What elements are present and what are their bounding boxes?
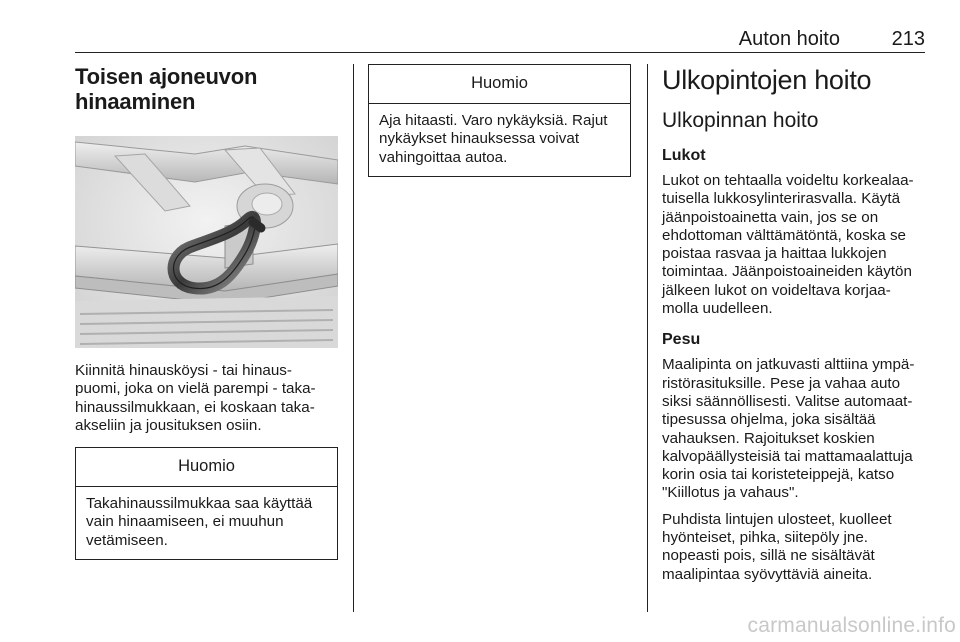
text-line: vetämiseen. — [86, 531, 168, 549]
column-divider-right — [647, 64, 648, 612]
text-line: korin osia tai koristeteippejä, katso — [662, 466, 895, 484]
locks-heading: Lukot — [662, 147, 706, 164]
text-line: akseliin ja jousituksen osiin. — [75, 416, 262, 434]
column-divider-left — [353, 64, 354, 612]
note-box-tow-eye — [75, 447, 338, 560]
text-line: Lukot on tehtaalla voideltu korkealaa- — [662, 172, 914, 189]
text-line: hinaussilmukkaan, ei koskaan taka- — [75, 398, 315, 416]
text-line: vahingoittaa autoa. — [379, 148, 508, 166]
text-line: maalipintaa syövyttäviä aineita. — [662, 565, 873, 583]
note-title: Huomio — [76, 448, 337, 487]
text-line: Aja hitaasti. Varo nykäyksiä. Rajut — [379, 112, 608, 129]
towing-title — [75, 64, 338, 114]
text-line: molla uudelleen. — [662, 300, 773, 318]
text-line: nykäykset hinauksessa voivat — [379, 130, 580, 148]
wash-paragraph-1 — [662, 356, 928, 502]
note-box-drive-slowly — [368, 64, 631, 177]
text-line: tuisella lukkosylinterirasvalla. Käytä — [662, 190, 901, 208]
column-2 — [368, 64, 631, 177]
wash-heading: Pesu — [662, 331, 701, 349]
text-line: vahauksen. Rajoitukset koskien — [662, 429, 875, 447]
text-line: kalvopäällysteisiä tai mattamaalattuja — [662, 447, 913, 465]
page-number: 213 — [891, 28, 925, 50]
text-line: poistaa rasvaa ja haittaa lukkojen — [662, 245, 887, 263]
text-line: Kiinnitä hinausköysi - tai hinaus- — [75, 362, 292, 379]
locks-paragraph — [662, 172, 928, 318]
towing-instructions — [75, 362, 338, 435]
tow-eye-underbody-illustration — [75, 136, 338, 348]
text-line: siksi säännöllisesti. Valitse automaat- — [662, 392, 913, 410]
watermark: carmanualsonline.info — [747, 614, 956, 637]
text-line: Takahinaussilmukkaa saa käyttää — [86, 495, 313, 513]
text-line: ehdottoman välttämätöntä, koska se — [662, 226, 906, 244]
towing-title-line-1: Toisen ajoneuvon — [75, 64, 258, 89]
text-line: jäänpoistoainetta vain, jos se on — [662, 208, 879, 226]
text-line: jälkeen lukot on voideltava korjaa- — [662, 281, 891, 299]
text-line: tipesussa ohjelma, joka sisältää — [662, 411, 876, 429]
text-line: Maalipinta on jatkuvasti alttiina ympä- — [662, 356, 915, 374]
text-line: "Kiillotus ja vahaus". — [662, 484, 799, 502]
text-line: ristörasituksille. Pese ja vahaa auto — [662, 374, 901, 392]
text-line: puomi, joka on vielä parempi - taka- — [75, 380, 316, 398]
text-line: hyönteiset, pihka, siitepöly jne. — [662, 529, 868, 547]
text-line: vain hinaamiseen, ei muuhun — [86, 513, 284, 531]
wash-paragraph-2 — [662, 511, 928, 584]
text-line: nopeasti pois, sillä ne sisältävät — [662, 547, 875, 565]
text-line: Puhdista lintujen ulosteet, kuolleet — [662, 510, 892, 528]
exterior-care-title: Ulkopintojen hoito — [662, 65, 872, 95]
page-header — [75, 28, 925, 53]
column-3 — [662, 64, 928, 584]
column-1 — [75, 64, 338, 560]
note-title: Huomio — [369, 65, 630, 104]
header-section-title: Auton hoito — [738, 28, 840, 50]
towing-title-line-2: hinaaminen — [75, 89, 196, 114]
exterior-care-subtitle: Ulkopinnan hoito — [662, 109, 819, 132]
note-body — [76, 487, 337, 559]
note-body — [369, 104, 630, 176]
text-line: toimintaa. Jäänpoistoaineiden käytön — [662, 263, 912, 281]
